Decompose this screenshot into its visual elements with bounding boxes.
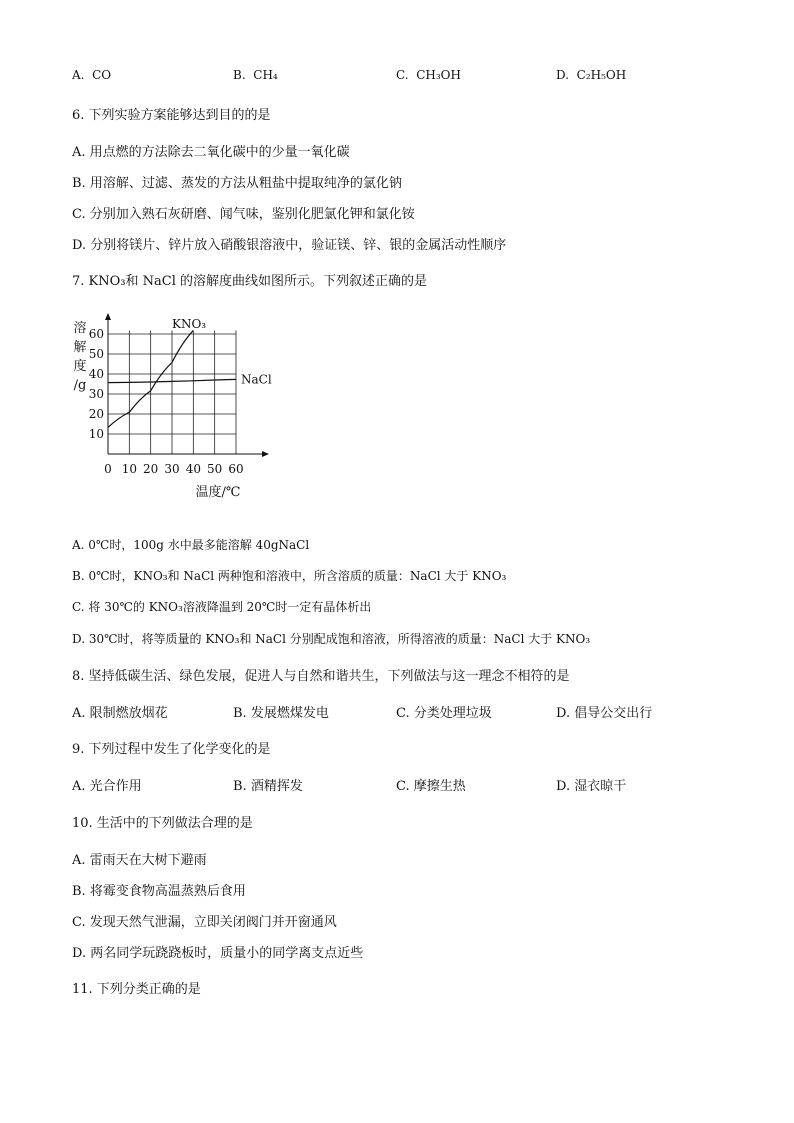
y-axis-label-part: 度 [73,359,87,374]
q8-option-a: A. 限制燃放烟花 [72,706,168,721]
x-tick-label: 20 [143,462,159,476]
q8-option-c: C. 分类处理垃圾 [396,706,492,721]
y-tick-label: 50 [88,347,104,361]
y-tick-label: 10 [88,427,104,441]
q10-option-a: A. 雷雨天在大树下避雨 [72,853,207,868]
x-tick-label: 60 [228,462,244,476]
x-axis-arrow [262,451,269,457]
y-axis-label-part: /g [73,378,87,393]
q5-option-b [233,68,278,82]
q7-stem: 7. KNO₃和 NaCl 的溶解度曲线如图所示。下列叙述正确的是 [72,274,427,289]
q10-option-b: B. 将霉变食物高温蒸熟后食用 [72,884,246,899]
q7-option-b: B. 0℃时，KNO₃和 NaCl 两种饱和溶液中，所含溶质的质量：NaCl 大于 KNO₃ [72,569,507,583]
y-axis-arrow [105,313,111,320]
q9-option-d: D. 湿衣晾干 [556,779,627,794]
x-tick-label: 10 [121,462,137,476]
option-text: C₂H₅OH [576,68,627,82]
y-axis-label-part: 溶 [73,321,87,336]
option-text: CH₃OH [416,68,461,82]
q8-stem: 8. 坚持低碳生活、绿色发展，促进人与自然和谐共生，下列做法与这一理念不相符的是 [72,669,570,684]
q6-option-a: A. 用点燃的方法除去二氧化碳中的少量一氧化碳 [72,145,350,160]
series-label-kno3: KNO₃ [172,317,207,331]
q6-option-c: C. 分别加入熟石灰研磨、闻气味，鉴别化肥氯化钾和氯化铵 [72,207,415,222]
x-tick-label: 40 [185,462,201,476]
x-tick-label: 0 [104,462,112,476]
q10-option-d: D. 两名同学玩跷跷板时，质量小的同学离支点近些 [72,946,364,961]
q9-option-a: A. 光合作用 [72,779,142,794]
y-tick-label: 60 [88,327,104,341]
q11-stem: 11. 下列分类正确的是 [72,982,201,997]
option-letter: C. [396,68,409,82]
q9-stem: 9. 下列过程中发生了化学变化的是 [72,742,271,757]
x-tick-label: 50 [207,462,223,476]
option-text: CH₄ [253,68,278,82]
q5-option-c [396,68,461,82]
q6-stem: 6. 下列实验方案能够达到目的的是 [72,108,271,123]
option-letter: D. [556,68,570,82]
q6-option-d: D. 分别将镁片、锌片放入硝酸银溶液中，验证镁、锌、银的金属活动性顺序 [72,238,507,253]
q7-option-d: D. 30℃时，将等质量的 KNO₃和 NaCl 分别配成饱和溶液，所得溶液的质量：NaCl 大于 KNO₃ [72,632,591,646]
option-text: CO [92,68,112,82]
q5-option-d [556,68,626,82]
y-tick-label: 40 [88,367,104,381]
q6-option-b: B. 用溶解、过滤、蒸发的方法从粗盐中提取纯净的氯化钠 [72,176,402,191]
q5-option-a [72,68,111,82]
option-letter: A. [72,68,85,82]
q10-option-c: C. 发现天然气泄漏，立即关闭阀门并开窗通风 [72,915,337,930]
series-label-nacl: NaCl [241,372,272,387]
q9-option-c: C. 摩擦生热 [396,779,466,794]
q7-option-a: A. 0℃时，100g 水中最多能溶解 40gNaCl [72,538,310,552]
q8-option-b: B. 发展燃煤发电 [233,706,329,721]
chart-grid [108,330,236,454]
y-tick-label: 30 [88,387,104,401]
q10-stem: 10. 生活中的下列做法合理的是 [72,816,253,831]
y-tick-label: 20 [88,407,104,421]
x-axis-label: 温度/℃ [195,485,241,500]
option-letter: B. [233,68,246,82]
q9-option-b: B. 酒精挥发 [233,779,303,794]
solubility-chart [70,310,300,522]
x-tick-label: 30 [164,462,180,476]
q8-option-d: D. 倡导公交出行 [556,706,653,721]
q7-option-c: C. 将 30℃的 KNO₃溶液降温到 20℃时一定有晶体析出 [72,600,372,614]
y-axis-label-part: 解 [73,340,87,355]
